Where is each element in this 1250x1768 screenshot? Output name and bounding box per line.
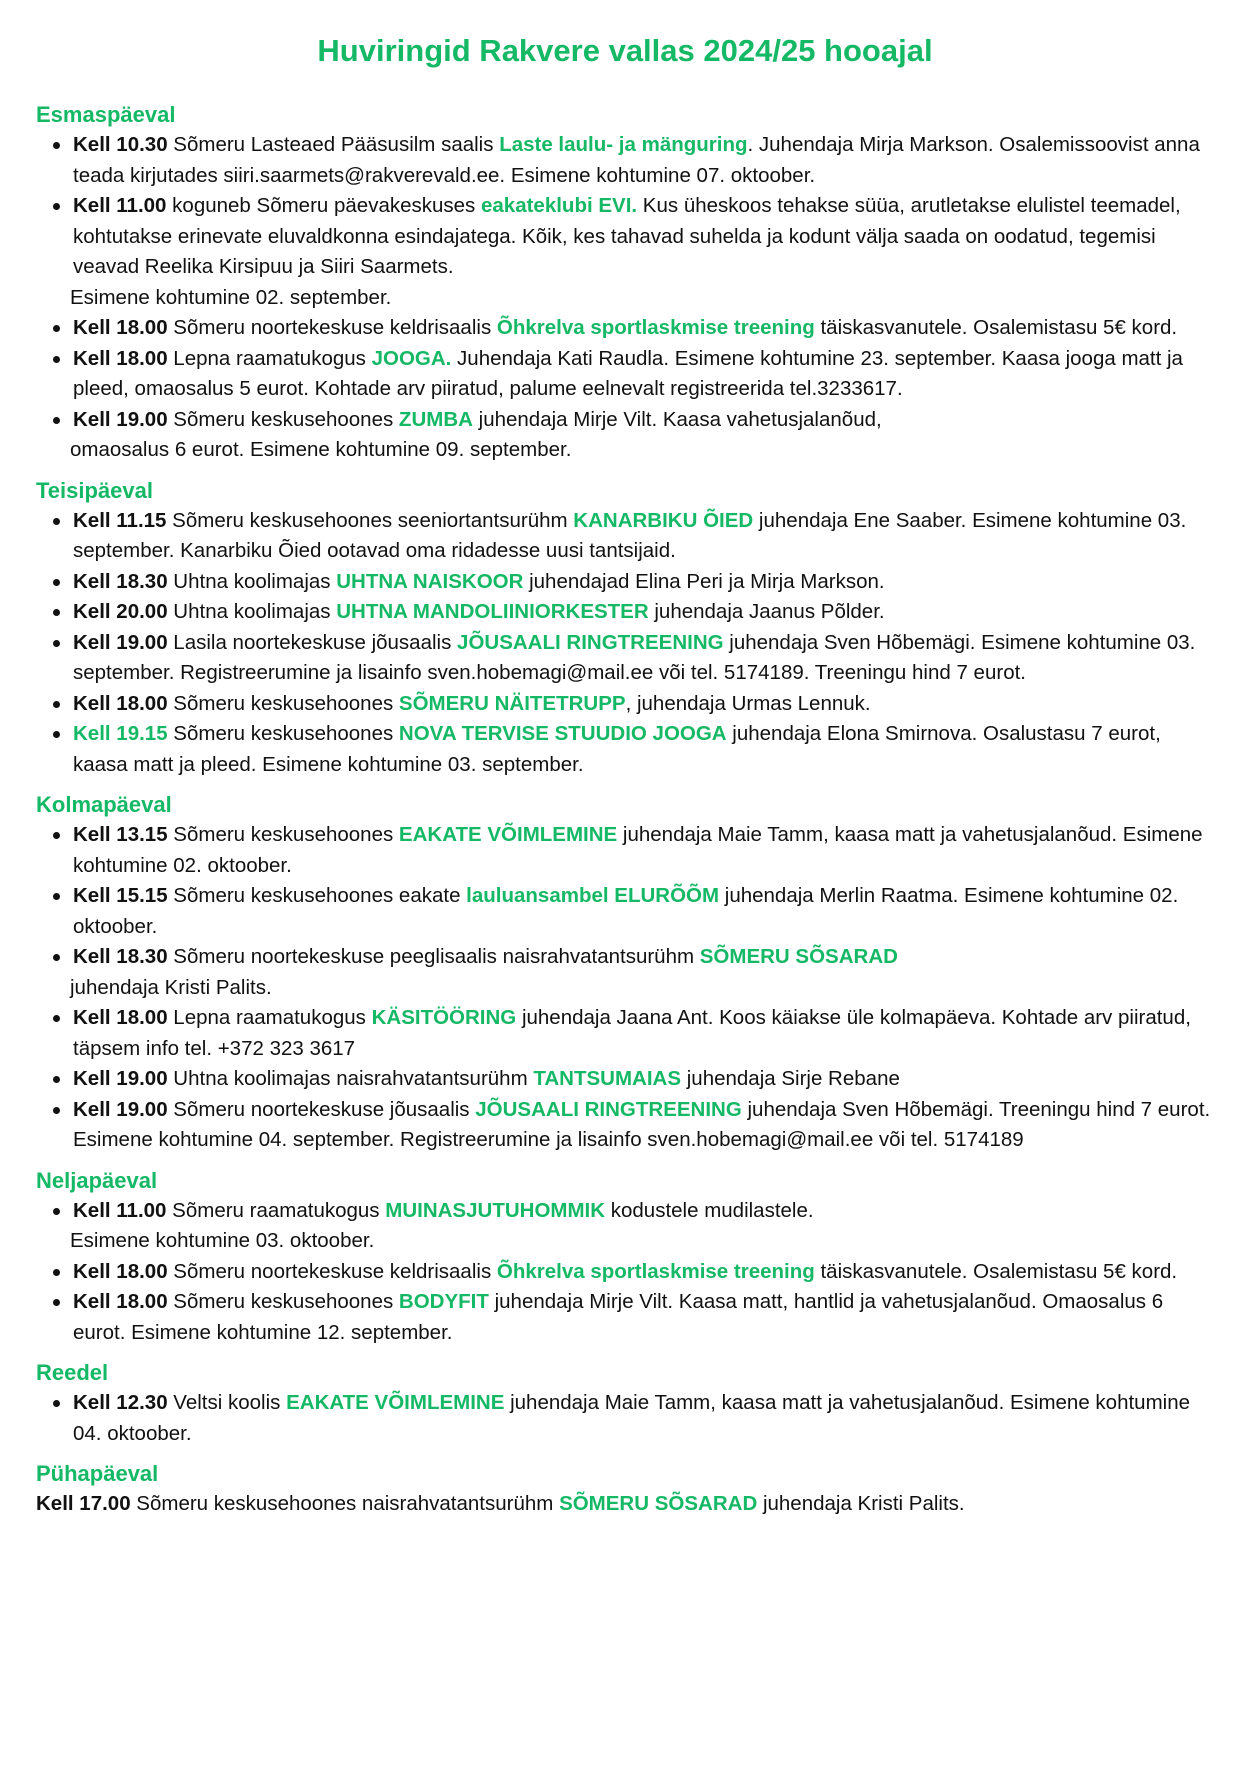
- list-item: [73, 597, 1214, 628]
- activity-name: SÕMERU SÕSARAD: [699, 945, 898, 968]
- day-section: [36, 1166, 1214, 1349]
- activity-details: juhendaja Sven Hõbemägi. Esimene kohtumine 03. september. Registreerumine ja lisainfo sven.hobemagi@mail.ee või tel. 5174189. Treeningu hind 7 eurot.: [73, 630, 1196, 684]
- activity-details: juhendaja Jaanus Põlder.: [648, 600, 885, 623]
- activity-location: Lasila noortekeskuse jõusaalis: [167, 630, 458, 654]
- list-item: [73, 689, 1214, 720]
- list-item: [73, 942, 1214, 973]
- list-item: [73, 567, 1214, 598]
- activity-location: Veltsi koolis: [167, 1391, 287, 1414]
- day-section-sunday: [36, 1459, 1214, 1520]
- activity-location: Sõmeru keskusehoones: [167, 823, 399, 846]
- activity-time: Kell 18.00: [73, 1259, 168, 1283]
- activity-details: juhendajad Elina Peri ja Mirja Markson.: [523, 569, 885, 593]
- list-item-continuation: juhendaja Kristi Palits.: [70, 975, 272, 999]
- list-item: [73, 191, 1214, 283]
- activity-list: [36, 506, 1214, 781]
- activity-time: Kell 15.15: [73, 884, 168, 907]
- activity-details: juhendaja Kristi Palits.: [757, 1492, 965, 1515]
- activity-time: Kell 19.00: [73, 1067, 168, 1090]
- day-heading: Esmaspäeval: [36, 102, 176, 127]
- activity-details: juhendaja Sirje Rebane: [681, 1067, 900, 1090]
- day-section: [36, 100, 1214, 466]
- activity-time: Kell 12.30: [73, 1391, 168, 1414]
- activity-location: Uhtna koolimajas naisrahvatantsurühm: [167, 1067, 534, 1090]
- activity-location: Sõmeru noortekeskuse peeglisaalis naisrahvatantsurühm: [167, 945, 700, 968]
- activity-location: Sõmeru keskusehoones: [167, 1290, 399, 1313]
- list-item: [73, 506, 1214, 567]
- list-item: [73, 881, 1214, 942]
- page-title: Huviringid Rakvere vallas 2024/25 hooajal: [317, 33, 933, 68]
- activity-location: Lepna raamatukogus: [167, 346, 372, 370]
- activity-list: [36, 130, 1214, 466]
- activity-location: Sõmeru raamatukogus: [166, 1198, 386, 1222]
- activity-location: Sõmeru keskusehoones: [167, 691, 399, 715]
- activity-name: SÕMERU SÕSARAD: [559, 1492, 758, 1515]
- activity-name: KÄSITÖÖRING: [371, 1006, 517, 1029]
- activity-location: koguneb Sõmeru päevakeskuses: [166, 194, 481, 217]
- activity-name: NOVA TERVISE STUUDIO JOOGA: [398, 722, 727, 745]
- activity-time: Kell 19.00: [73, 407, 168, 431]
- activity-details: juhendaja Maie Tamm, kaasa matt ja vahetusjalanõud. Esimene kohtumine 02. oktoober.: [73, 823, 1203, 877]
- activity-details: kodustele mudilastele.: [605, 1198, 814, 1222]
- activity-name: UHTNA NAISKOOR: [336, 569, 524, 593]
- activity-location: Sõmeru keskusehoones seeniortantsurühm: [166, 508, 574, 532]
- activity-time: Kell 17.00: [36, 1492, 131, 1515]
- days-container: [36, 100, 1214, 1449]
- activity-time: Kell 11.00: [73, 1198, 167, 1222]
- activity-time: Kell 18.00: [73, 1006, 168, 1029]
- list-item: [73, 719, 1214, 780]
- activity-name: JÕUSAALI RINGTREENING: [457, 630, 724, 654]
- activity-name: lauluansambel ELURÕÕM: [466, 884, 720, 907]
- activity-location: Sõmeru noortekeskuse keldrisaalis: [167, 316, 497, 339]
- activity-name: Õhkrelva sportlaskmise treening: [496, 1259, 815, 1283]
- day-section: [36, 1358, 1214, 1449]
- list-item: [73, 1064, 1214, 1095]
- activity-location: Sõmeru keskusehoones naisrahvatantsurühm: [130, 1492, 560, 1515]
- activity-details: täiskasvanutele. Osalemistasu 5€ kord.: [814, 316, 1178, 339]
- day-heading: Neljapäeval: [36, 1167, 158, 1193]
- activity-time: Kell 11.15: [73, 508, 167, 532]
- list-item: [73, 405, 1214, 436]
- activity-details: , juhendaja Urmas Lennuk.: [625, 691, 871, 715]
- activity-details: juhendaja Elona Smirnova. Osalustasu 7 eurot, kaasa matt ja pleed. Esimene kohtumine 03. september.: [73, 722, 1161, 776]
- activity-time: Kell 19.00: [73, 1097, 168, 1121]
- list-item-continuation: omaosalus 6 eurot. Esimene kohtumine 09. september.: [70, 438, 572, 461]
- activity-details: juhendaja Sven Hõbemägi. Treeningu hind 7 eurot. Esimene kohtumine 04. september. Registreerumine ja lisainfo sven.hobemagi@mail.ee või tel. 5174189: [73, 1097, 1211, 1151]
- day-section: [36, 476, 1214, 781]
- list-item: [73, 1388, 1214, 1449]
- activity-name: KANARBIKU ÕIED: [573, 508, 754, 532]
- activity-name: EAKATE VÕIMLEMINE: [286, 1391, 505, 1414]
- day-heading: Teisipäeval: [36, 477, 153, 503]
- activity-name: TANTSUMAIAS: [533, 1067, 682, 1090]
- activity-location: Sõmeru noortekeskuse keldrisaalis: [167, 1259, 497, 1283]
- list-item: [73, 628, 1214, 689]
- activity-time: Kell 20.00: [73, 600, 168, 623]
- activity-time: Kell 18.00: [73, 346, 168, 370]
- activity-time: Kell 19.00: [73, 630, 168, 654]
- activity-time: Kell 11.00: [73, 194, 167, 217]
- activity-location: Sõmeru keskusehoones: [167, 407, 399, 431]
- activity-name: SÕMERU NÄITETRUPP: [398, 691, 626, 715]
- activity-details: juhendaja Ene Saaber. Esimene kohtumine 03. september. Kanarbiku Õied ootavad oma ridadesse uusi tantsijaid.: [73, 508, 1187, 562]
- activity-location: Sõmeru keskusehoones: [167, 722, 399, 745]
- sunday-activity: [36, 1489, 1214, 1520]
- list-item: [73, 130, 1214, 191]
- activity-location: Uhtna koolimajas: [167, 600, 337, 623]
- activity-name: ZUMBA: [398, 407, 473, 431]
- activity-details: juhendaja Maie Tamm, kaasa matt ja vahetusjalanõud. Esimene kohtumine 04. oktoober.: [73, 1391, 1191, 1445]
- activity-time: Kell 18.00: [73, 316, 168, 339]
- activity-list: [36, 820, 1214, 1156]
- list-item: [73, 1003, 1214, 1064]
- day-section: [36, 790, 1214, 1156]
- activity-location: Uhtna koolimajas: [167, 569, 337, 593]
- activity-details: täiskasvanutele. Osalemistasu 5€ kord.: [814, 1259, 1178, 1283]
- activity-location: Sõmeru noortekeskuse jõusaalis: [167, 1097, 476, 1121]
- list-item-continuation: Esimene kohtumine 02. september.: [70, 285, 392, 309]
- list-item: [73, 313, 1214, 344]
- list-item: [73, 344, 1214, 405]
- activity-time: Kell 18.30: [73, 569, 168, 593]
- activity-name: eakateklubi EVI.: [481, 194, 638, 217]
- activity-details: Juhendaja Kati Raudla. Esimene kohtumine 23. september. Kaasa jooga matt ja pleed, omaosalus 5 eurot. Kohtade arv piiratud, palume eelnevalt registreerida tel.3233617.: [73, 346, 1183, 400]
- list-item-continuation: Esimene kohtumine 03. oktoober.: [70, 1229, 375, 1252]
- activity-list: [36, 1388, 1214, 1449]
- activity-details: juhendaja Jaana Ant. Koos käiakse üle kolmapäeva. Kohtade arv piiratud, täpsem info tel. +372 323 3617: [73, 1006, 1191, 1060]
- activity-details: Kus üheskoos tehakse süüa, arutletakse elulistel teemadel, kohtutakse erinevate eluvaldkonna esindajatega. Kõik, kes tahavad suhelda ja kodunt välja saada on oodatud, tegemisi veavad Reelika Kirsipuu ja Siiri Saarmets.: [73, 194, 1181, 278]
- activity-name: Õhkrelva sportlaskmise treening: [496, 316, 815, 339]
- activity-time: Kell 19.15: [73, 722, 168, 745]
- day-heading: Reedel: [36, 1360, 109, 1385]
- day-heading: Pühapäeval: [36, 1461, 159, 1486]
- list-item: [73, 1095, 1214, 1156]
- activity-location: Sõmeru Lasteaed Pääsusilm saalis: [167, 133, 500, 156]
- activity-name: JÕUSAALI RINGTREENING: [475, 1097, 742, 1121]
- list-item: [73, 820, 1214, 881]
- activity-details: juhendaja Merlin Raatma. Esimene kohtumine 02. oktoober.: [73, 884, 1179, 938]
- activity-details: juhendaja Mirje Vilt. Kaasa vahetusjalanõud,: [472, 407, 882, 431]
- activity-details: . Juhendaja Mirja Markson. Osalemissoovist anna teada kirjutades siiri.saarmets@rakverevald.ee. Esimene kohtumine 07. oktoober.: [73, 133, 1200, 187]
- list-item: [73, 1196, 1214, 1227]
- activity-location: Sõmeru keskusehoones eakate: [167, 884, 467, 907]
- activity-location: Lepna raamatukogus: [167, 1006, 372, 1029]
- activity-details: juhendaja Mirje Vilt. Kaasa matt, hantlid ja vahetusjalanõud. Omaosalus 6 eurot. Esimene kohtumine 12. september.: [73, 1290, 1164, 1344]
- activity-name: MUINASJUTUHOMMIK: [385, 1198, 606, 1222]
- activity-name: UHTNA MANDOLIINIORKESTER: [336, 600, 649, 623]
- activity-time: Kell 18.00: [73, 1290, 168, 1313]
- day-heading: Kolmapäeval: [36, 792, 172, 817]
- activity-time: Kell 10.30: [73, 133, 168, 156]
- list-item: [73, 1257, 1214, 1288]
- activity-list: [36, 1196, 1214, 1349]
- activity-name: BODYFIT: [398, 1290, 489, 1313]
- activity-name: JOOGA.: [371, 346, 452, 370]
- activity-time: Kell 18.30: [73, 945, 168, 968]
- activity-time: Kell 18.00: [73, 691, 168, 715]
- list-item: [73, 1287, 1214, 1348]
- activity-name: EAKATE VÕIMLEMINE: [398, 823, 618, 846]
- activity-time: Kell 13.15: [73, 823, 168, 846]
- activity-name: Laste laulu- ja mänguring: [499, 133, 748, 156]
